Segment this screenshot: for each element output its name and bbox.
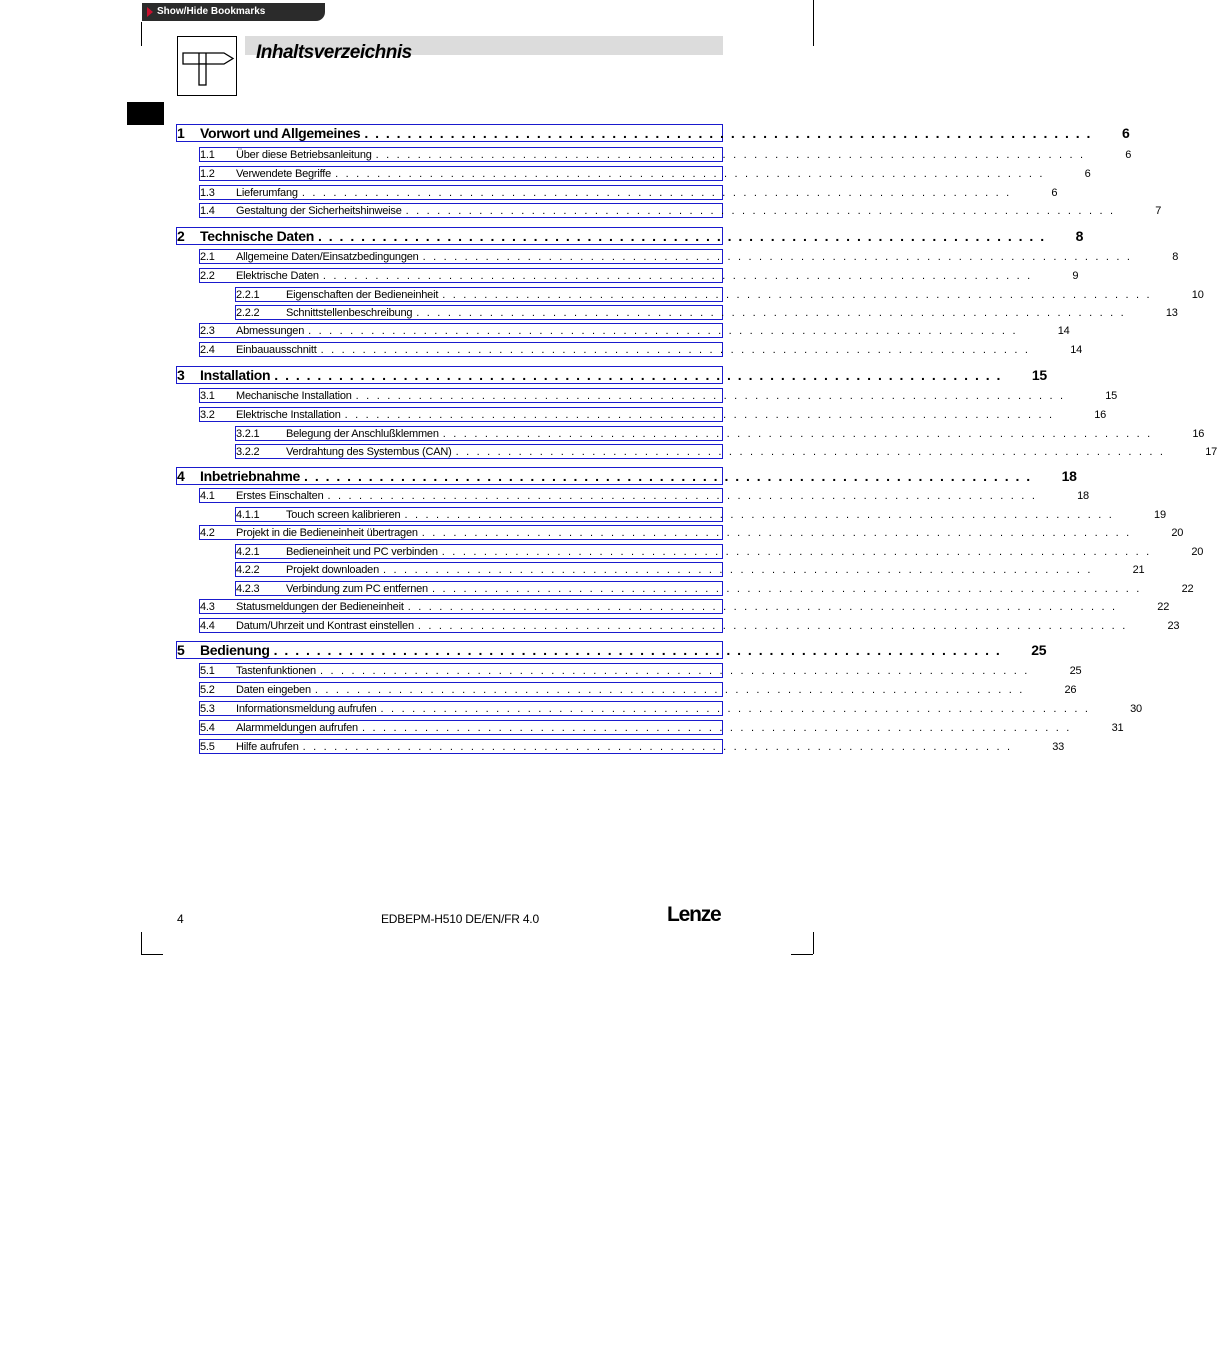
toc-entry-title: Projekt downloaden	[286, 563, 380, 576]
toc-entry-number: 5	[177, 642, 185, 658]
toc-leader-dots: . . . . . . . . . . . . . . . . . . . . . . . . . . . . . . . . . . . . . . . . . . . . . . . . . . . . . . . . . . . . . . . . . . . .	[319, 664, 1030, 677]
toc-entry-title: Tastenfunktionen	[236, 664, 316, 677]
crop-mark-bottom-left-v	[141, 932, 142, 954]
toc-leader-dots: . . . . . . . . . . . . . . . . . . . . . . . . . . . . . . . . . . . . . . . . . . . . . . . . . . . . . . . . . . . . . . . . . . . .	[380, 702, 1091, 715]
toc-leader-dots: . . . . . . . . . . . . . . . . . . . . . . . . . . . . . . . . . . . . . . . . . . . . . . . . . . . . . . . . . . . . . . . . . . . .	[431, 582, 1142, 595]
toc-entry-4-2-2[interactable]	[235, 562, 1145, 577]
toc-entry-title: Allgemeine Daten/Einsatzbedingungen	[236, 250, 419, 263]
toc-entry-page: 13	[1165, 306, 1178, 319]
toc-entry-number: 2	[177, 228, 185, 244]
toc-entry-title: Über diese Betriebsanleitung	[236, 148, 372, 161]
language-tab-marker	[127, 102, 164, 125]
signpost-icon	[177, 36, 237, 96]
toc-entry-number: 1.1	[200, 148, 215, 161]
toc-entry-title: Schnittstellenbeschreibung	[286, 306, 413, 319]
toc-leader-dots: . . . . . . . . . . . . . . . . . . . . . . . . . . . . . . . . . . . . . . . . . . . . . . . . . . . . . . . . . . . . . . . . . . . .	[422, 250, 1133, 263]
toc-entry-number: 5.5	[200, 740, 215, 753]
toc-entry-number: 3.2.1	[236, 427, 260, 440]
toc-leader-dots: . . . . . . . . . . . . . . . . . . . . . . . . . . . . . . . . . . . . . . . . . . . . . . . . . . . . . . . . . . . . . . . . . . . .	[355, 389, 1066, 402]
toc-entry-page: 20	[1171, 526, 1184, 539]
toc-entry-title: Daten eingeben	[236, 683, 311, 696]
toc-entry-page: 25	[1069, 664, 1082, 677]
toc-leader-dots: . . . . . . . . . . . . . . . . . . . . . . . . . . . . . . . . . . . . . . . . . . . . . . . . . . . . . . . . . . . . . . . . . . . .	[304, 468, 1032, 484]
toc-entry-5-2[interactable]	[199, 682, 1077, 697]
page-number: 4	[177, 912, 184, 926]
toc-entry-1-2[interactable]	[199, 166, 1091, 181]
toc-leader-dots: . . . . . . . . . . . . . . . . . . . . . . . . . . . . . . . . . . . . . . . . . . . . . . . . . . . . . . . . . . . . . . . . . . . .	[322, 269, 1033, 282]
toc-leader-dots: . . . . . . . . . . . . . . . . . . . . . . . . . . . . . . . . . . . . . . . . . . . . . . . . . . . . . . . . . . . . . . . . . . . .	[417, 619, 1128, 632]
toc-entry-number: 2.3	[200, 324, 215, 337]
lenze-logo: Lenze	[667, 903, 721, 926]
toc-entry-number: 4.2	[200, 526, 215, 539]
toc-entry-page: 23	[1167, 619, 1180, 632]
toc-entry-page: 26	[1064, 683, 1077, 696]
toc-entry-page: 6	[1084, 167, 1091, 180]
toc-entry-title: Belegung der Anschlußklemmen	[286, 427, 439, 440]
toc-entry-2-2-2[interactable]	[235, 305, 1178, 320]
toc-entry-4[interactable]	[176, 467, 1077, 485]
toc-leader-dots: . . . . . . . . . . . . . . . . . . . . . . . . . . . . . . . . . . . . . . . . . . . . . . . . . . . . . . . . . . . . . . . . . . . .	[364, 125, 1092, 141]
toc-entry-number: 4.2.1	[236, 545, 260, 558]
toc-entry-number: 5.1	[200, 664, 215, 677]
toc-leader-dots: . . . . . . . . . . . . . . . . . . . . . . . . . . . . . . . . . . . . . . . . . . . . . . . . . . . . . . . . . . . . . . . . . . . .	[416, 306, 1126, 319]
toc-entry-page: 15	[1031, 367, 1047, 383]
toc-entry-page: 6	[1051, 186, 1058, 199]
toc-entry-1-4[interactable]	[199, 203, 1162, 218]
toc-entry-page: 15	[1105, 389, 1118, 402]
bookmarks-button-label: Show/Hide Bookmarks	[157, 6, 266, 17]
toc-entry-1[interactable]	[176, 124, 1130, 142]
toc-entry-title: Elektrische Installation	[236, 408, 341, 421]
toc-entry-page: 18	[1077, 489, 1089, 502]
toc-entry-page: 18	[1061, 468, 1077, 484]
toc-entry-number: 1	[177, 125, 185, 141]
toc-entry-3-2[interactable]	[199, 407, 1107, 422]
toc-entry-1-3[interactable]	[199, 185, 1058, 200]
toc-entry-2-1[interactable]	[199, 249, 1179, 264]
toc-entry-page: 7	[1155, 204, 1162, 217]
toc-entry-number: 4.1.1	[236, 508, 260, 521]
toc-entry-page: 20	[1191, 545, 1204, 558]
toc-entry-3-2-2[interactable]	[235, 444, 1217, 459]
crop-mark-bottom-left-h	[141, 954, 163, 955]
toc-leader-dots: . . . . . . . . . . . . . . . . . . . . . . . . . . . . . . . . . . . . . . . . . . . . . . . . . . . . . . . . . . . . . . . . . . . .	[404, 508, 1115, 521]
crop-mark-bottom-right-h	[791, 954, 813, 955]
toc-entry-page: 8	[1075, 228, 1084, 244]
toc-leader-dots: . . . . . . . . . . . . . . . . . . . . . . . . . . . . . . . . . . . . . . . . . . . . . . . . . . . . . . . . . . . . . . . . . . . .	[441, 545, 1152, 558]
toc-entry-number: 2.2.1	[236, 288, 260, 301]
toc-entry-2-2[interactable]	[199, 268, 1079, 283]
toc-entry-page: 33	[1052, 740, 1065, 753]
toc-entry-page: 21	[1132, 563, 1145, 576]
toc-entry-3-1[interactable]	[199, 388, 1118, 403]
toc-leader-dots: . . . . . . . . . . . . . . . . . . . . . . . . . . . . . . . . . . . . . . . . . . . . . . . . . . . . . . . . . . . . . . . . . . . .	[344, 408, 1055, 421]
toc-entry-page: 30	[1130, 702, 1142, 715]
toc-entry-page: 14	[1057, 324, 1070, 337]
toc-entry-title: Inbetriebnahme	[200, 468, 301, 484]
toc-leader-dots: . . . . . . . . . . . . . . . . . . . . . . . . . . . . . . . . . . . . . . . . . . . . . . . . . . . . . . . . . . . . . . . . . . . .	[455, 445, 1166, 458]
toc-entry-title: Datum/Uhrzeit und Kontrast einstellen	[236, 619, 414, 632]
triangle-right-icon	[147, 7, 153, 17]
toc-entry-title: Installation	[200, 367, 271, 383]
toc-entry-number: 5.2	[200, 683, 215, 696]
toc-entry-title: Einbauausschnitt	[236, 343, 317, 356]
toc-entry-title: Bedieneinheit und PC verbinden	[286, 545, 438, 558]
toc-entry-title: Bedienung	[200, 642, 270, 658]
toc-entry-3-2-1[interactable]	[235, 426, 1205, 441]
toc-entry-title: Mechanische Installation	[236, 389, 352, 402]
toc-entry-number: 3.2	[200, 408, 215, 421]
crop-mark-bottom-right-v	[813, 932, 814, 954]
show-hide-bookmarks-button[interactable]	[142, 3, 325, 21]
toc-entry-title: Touch screen kalibrieren	[286, 508, 401, 521]
toc-entry-title: Lieferumfang	[236, 186, 298, 199]
toc-entry-4-2-1[interactable]	[235, 544, 1204, 559]
toc-entry-number: 3.1	[200, 389, 215, 402]
toc-entry-page: 22	[1157, 600, 1170, 613]
toc-entry-number: 3.2.2	[236, 445, 260, 458]
toc-entry-title: Technische Daten	[200, 228, 314, 244]
toc-entry-number: 4.3	[200, 600, 215, 613]
toc-entry-page: 6	[1121, 125, 1130, 141]
toc-entry-4-2[interactable]	[199, 525, 1184, 540]
toc-entry-number: 4.4	[200, 619, 215, 632]
toc-entry-title: Abmessungen	[236, 324, 305, 337]
toc-entry-number: 4	[177, 468, 185, 484]
toc-entry-title: Informationsmeldung aufrufen	[236, 702, 377, 715]
toc-entry-5-3[interactable]	[199, 701, 1142, 716]
toc-leader-dots: . . . . . . . . . . . . . . . . . . . . . . . . . . . . . . . . . . . . . . . . . . . . . . . . . . . . . . . . . . . . . . . . . . . .	[335, 167, 1045, 180]
toc-entry-page: 14	[1070, 343, 1083, 356]
toc-entry-1-1[interactable]	[199, 147, 1132, 162]
toc-leader-dots: . . . . . . . . . . . . . . . . . . . . . . . . . . . . . . . . . . . . . . . . . . . . . . . . . . . . . . . . . . . . . . . . . . . .	[407, 600, 1118, 613]
toc-leader-dots: . . . . . . . . . . . . . . . . . . . . . . . . . . . . . . . . . . . . . . . . . . . . . . . . . . . . . . . . . . . . . . . . . . . .	[320, 343, 1031, 356]
toc-entry-4-4[interactable]	[199, 618, 1180, 633]
toc-entry-page: 9	[1072, 269, 1079, 282]
toc-entry-number: 1.4	[200, 204, 215, 217]
toc-leader-dots: . . . . . . . . . . . . . . . . . . . . . . . . . . . . . . . . . . . . . . . . . . . . . . . . . . . . . . . . . . . . . . . . . . . .	[442, 427, 1153, 440]
toc-entry-number: 2.2.2	[236, 306, 260, 319]
toc-leader-dots: . . . . . . . . . . . . . . . . . . . . . . . . . . . . . . . . . . . . . . . . . . . . . . . . . . . . . . . . . . . . . . . . . . . .	[383, 563, 1093, 576]
toc-entry-number: 4.2.3	[236, 582, 260, 595]
toc-entry-5-4[interactable]	[199, 720, 1124, 735]
document-id: EDBEPM-H510 DE/EN/FR 4.0	[381, 912, 539, 926]
toc-leader-dots: . . . . . . . . . . . . . . . . . . . . . . . . . . . . . . . . . . . . . . . . . . . . . . . . . . . . . . . . . . . . . . . . . . . .	[317, 228, 1046, 244]
toc-entry-number: 2.4	[200, 343, 215, 356]
toc-entry-5[interactable]	[176, 641, 1047, 659]
toc-entry-4-3[interactable]	[199, 599, 1170, 614]
toc-entry-3[interactable]	[176, 366, 1047, 384]
toc-leader-dots: . . . . . . . . . . . . . . . . . . . . . . . . . . . . . . . . . . . . . . . . . . . . . . . . . . . . . . . . . . . . . . . . . . . .	[442, 288, 1152, 301]
toc-entry-page: 16	[1094, 408, 1107, 421]
toc-entry-title: Gestaltung der Sicherheitshinweise	[236, 204, 402, 217]
toc-entry-title: Verwendete Begriffe	[236, 167, 332, 180]
toc-leader-dots: . . . . . . . . . . . . . . . . . . . . . . . . . . . . . . . . . . . . . . . . . . . . . . . . . . . . . . . . . . . . . . . . . . . .	[405, 204, 1116, 217]
toc-leader-dots: . . . . . . . . . . . . . . . . . . . . . . . . . . . . . . . . . . . . . . . . . . . . . . . . . . . . . . . . . . . . . . . . . . . .	[375, 148, 1086, 161]
toc-entry-page: 16	[1192, 427, 1205, 440]
toc-entry-number: 1.3	[200, 186, 215, 199]
toc-entry-number: 4.1	[200, 489, 215, 502]
toc-entry-page: 19	[1154, 508, 1166, 521]
toc-entry-number: 5.4	[200, 721, 215, 734]
toc-entry-2-4[interactable]	[199, 342, 1083, 357]
toc-entry-4-1-1[interactable]	[235, 507, 1166, 522]
toc-leader-dots: . . . . . . . . . . . . . . . . . . . . . . . . . . . . . . . . . . . . . . . . . . . . . . . . . . . . . . . . . . . . . . . . . . . .	[274, 367, 1002, 383]
toc-leader-dots: . . . . . . . . . . . . . . . . . . . . . . . . . . . . . . . . . . . . . . . . . . . . . . . . . . . . . . . . . . . . . . . . . . . .	[273, 642, 1002, 658]
toc-entry-title: Verdrahtung des Systembus (CAN)	[286, 445, 452, 458]
toc-leader-dots: . . . . . . . . . . . . . . . . . . . . . . . . . . . . . . . . . . . . . . . . . . . . . . . . . . . . . . . . . . . . . . . . . . . .	[301, 186, 1012, 199]
toc-leader-dots: . . . . . . . . . . . . . . . . . . . . . . . . . . . . . . . . . . . . . . . . . . . . . . . . . . . . . . . . . . . . . . . . . . . .	[421, 526, 1132, 539]
toc-entry-title: Hilfe aufrufen	[236, 740, 299, 753]
toc-leader-dots: . . . . . . . . . . . . . . . . . . . . . . . . . . . . . . . . . . . . . . . . . . . . . . . . . . . . . . . . . . . . . . . . . . . .	[308, 324, 1018, 337]
toc-entry-4-2-3[interactable]	[235, 581, 1194, 596]
toc-entry-title: Erstes Einschalten	[236, 489, 324, 502]
toc-entry-title: Projekt in die Bedieneinheit übertragen	[236, 526, 418, 539]
toc-leader-dots: . . . . . . . . . . . . . . . . . . . . . . . . . . . . . . . . . . . . . . . . . . . . . . . . . . . . . . . . . . . . . . . . . . . .	[327, 489, 1038, 502]
toc-entry-number: 5.3	[200, 702, 215, 715]
toc-entry-number: 3	[177, 367, 185, 383]
crop-mark-top-left	[141, 22, 142, 46]
toc-entry-number: 2.1	[200, 250, 215, 263]
toc-entry-4-1[interactable]	[199, 488, 1089, 503]
toc-entry-title: Verbindung zum PC entfernen	[286, 582, 428, 595]
toc-entry-page: 31	[1111, 721, 1124, 734]
toc-entry-2[interactable]	[176, 227, 1084, 245]
toc-entry-number: 1.2	[200, 167, 215, 180]
toc-entry-title: Alarmmeldungen aufrufen	[236, 721, 358, 734]
toc-entry-page: 8	[1172, 250, 1179, 263]
toc-entry-page: 6	[1125, 148, 1132, 161]
toc-entry-title: Elektrische Daten	[236, 269, 319, 282]
toc-entry-title: Eigenschaften der Bedieneinheit	[286, 288, 439, 301]
toc-entry-5-5[interactable]	[199, 739, 1065, 754]
toc-leader-dots: . . . . . . . . . . . . . . . . . . . . . . . . . . . . . . . . . . . . . . . . . . . . . . . . . . . . . . . . . . . . . . . . . . . .	[314, 683, 1025, 696]
page-title: Inhaltsverzeichnis	[256, 42, 412, 63]
toc-entry-page: 17	[1205, 445, 1217, 458]
toc-entry-title: Vorwort und Allgemeines	[200, 125, 361, 141]
toc-entry-page: 25	[1031, 642, 1047, 658]
toc-entry-number: 2.2	[200, 269, 215, 282]
toc-entry-number: 4.2.2	[236, 563, 260, 576]
toc-leader-dots: . . . . . . . . . . . . . . . . . . . . . . . . . . . . . . . . . . . . . . . . . . . . . . . . . . . . . . . . . . . . . . . . . . . .	[361, 721, 1072, 734]
toc-entry-2-3[interactable]	[199, 323, 1070, 338]
toc-entry-2-2-1[interactable]	[235, 287, 1204, 302]
toc-entry-5-1[interactable]	[199, 663, 1082, 678]
toc-entry-page: 22	[1181, 582, 1194, 595]
toc-entry-title: Statusmeldungen der Bedieneinheit	[236, 600, 404, 613]
crop-mark-top-right	[813, 0, 814, 46]
toc-entry-page: 10	[1191, 288, 1204, 301]
toc-leader-dots: . . . . . . . . . . . . . . . . . . . . . . . . . . . . . . . . . . . . . . . . . . . . . . . . . . . . . . . . . . . . . . . . . . . .	[302, 740, 1013, 753]
